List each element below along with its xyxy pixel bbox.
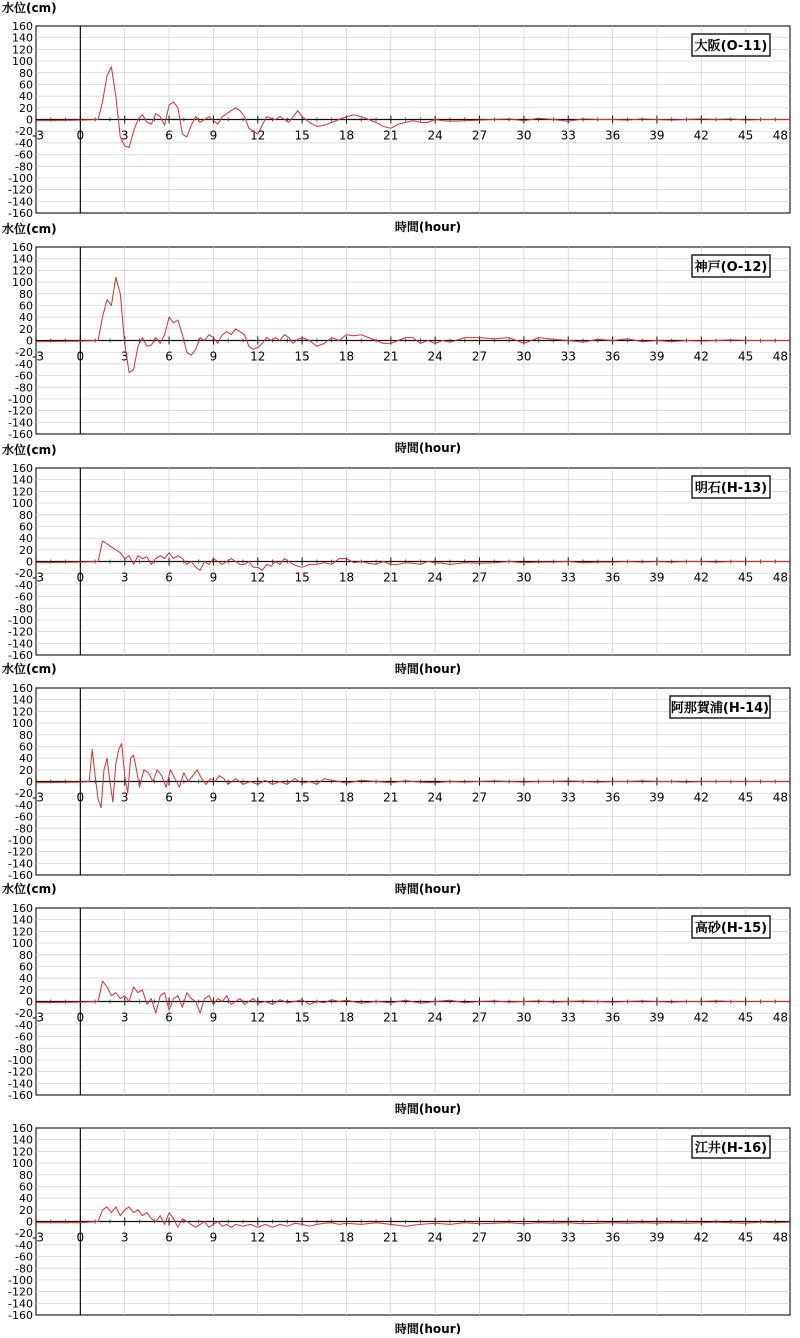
x-tick-label: 21 xyxy=(383,128,399,143)
x-tick-label: 18 xyxy=(338,349,355,364)
y-tick-label: -140 xyxy=(8,637,33,651)
y-tick-label: -20 xyxy=(15,1007,33,1021)
y-tick-label: 0 xyxy=(26,775,33,789)
x-tick-label: 15 xyxy=(294,1010,310,1025)
x-tick-label: 48 xyxy=(772,790,788,805)
station-label: 大阪(O-11) xyxy=(694,39,768,54)
y-tick-label: 60 xyxy=(19,299,33,313)
x-tick-label: 39 xyxy=(649,570,665,585)
x-tick-label: 45 xyxy=(738,128,754,143)
y-tick-label: 160 xyxy=(12,462,33,475)
y-tick-label: -140 xyxy=(8,1077,33,1091)
x-tick-label: 33 xyxy=(560,790,576,805)
y-tick-label: -160 xyxy=(8,1309,33,1322)
x-tick-label: 9 xyxy=(209,790,218,805)
y-tick-label: -100 xyxy=(8,1053,33,1067)
y-tick-label: -100 xyxy=(8,613,33,627)
x-tick-label: 24 xyxy=(427,128,443,143)
x-tick-label: 45 xyxy=(738,790,754,805)
y-tick-label: 80 xyxy=(19,287,33,301)
y-tick-label: -140 xyxy=(8,416,33,430)
x-tick-label: 9 xyxy=(209,349,218,364)
x-tick-label: 21 xyxy=(383,790,399,805)
y-tick-label: 60 xyxy=(19,740,33,754)
x-tick-label: 33 xyxy=(560,1010,576,1025)
x-tick-label: 24 xyxy=(427,790,443,805)
y-tick-label: 140 xyxy=(12,1133,33,1147)
y-tick-label: -140 xyxy=(8,195,33,209)
y-tick-label: 20 xyxy=(19,101,33,115)
y-tick-label: 120 xyxy=(12,925,33,939)
chart-panel xyxy=(2,221,790,455)
x-tick-label: 48 xyxy=(772,1230,788,1245)
x-tick-label: 12 xyxy=(250,1010,266,1025)
x-tick-label: 0 xyxy=(76,349,85,364)
x-tick-label: 42 xyxy=(693,128,709,143)
y-tick-label: -80 xyxy=(15,1042,33,1056)
x-tick-label: 36 xyxy=(604,1230,621,1245)
x-tick-label: 6 xyxy=(165,790,173,805)
x-tick-label: 15 xyxy=(294,1230,310,1245)
x-tick-label: 30 xyxy=(516,1230,532,1245)
y-tick-label: 80 xyxy=(19,728,33,742)
x-tick-label: 33 xyxy=(560,570,576,585)
y-tick-label: 80 xyxy=(19,948,33,962)
y-tick-label: -80 xyxy=(15,381,33,395)
y-tick-label: 160 xyxy=(12,20,33,33)
x-tick-label: 3 xyxy=(120,128,129,143)
y-tick-label: 100 xyxy=(12,55,33,69)
x-tick-label: 36 xyxy=(604,128,621,143)
station-label: 高砂(H-15) xyxy=(694,921,768,936)
y-tick-label: 100 xyxy=(12,276,33,290)
x-axis-label: 時間(hour) xyxy=(394,441,462,455)
y-tick-label: 120 xyxy=(12,1145,33,1159)
y-tick-label: 40 xyxy=(19,532,33,546)
x-tick-label: 45 xyxy=(738,1010,754,1025)
y-tick-label: -20 xyxy=(15,567,33,581)
x-tick-label: 48 xyxy=(772,1010,788,1025)
y-tick-label: 140 xyxy=(12,473,33,487)
x-tick-label: 45 xyxy=(738,349,754,364)
y-tick-label: 0 xyxy=(26,113,33,127)
x-axis-label: 時間(hour) xyxy=(394,882,462,896)
station-label: 江井(H-16) xyxy=(694,1141,768,1156)
y-tick-label: -80 xyxy=(15,602,33,616)
y-tick-label: 120 xyxy=(12,485,33,499)
y-tick-label: 80 xyxy=(19,1168,33,1182)
x-tick-label: 36 xyxy=(604,570,621,585)
x-tick-label: 45 xyxy=(738,570,754,585)
x-axis-label: 時間(hour) xyxy=(394,1102,462,1116)
x-tick-label: 15 xyxy=(294,790,310,805)
y-axis-label: 水位(cm) xyxy=(2,443,57,457)
x-tick-label: 24 xyxy=(427,570,443,585)
x-tick-label: 24 xyxy=(427,1010,443,1025)
x-tick-label: 27 xyxy=(471,128,488,143)
y-tick-label: -80 xyxy=(15,822,33,836)
x-tick-label: 27 xyxy=(471,570,488,585)
x-tick-label: 48 xyxy=(772,570,788,585)
y-tick-label: -60 xyxy=(15,1030,33,1044)
x-tick-label: 42 xyxy=(693,349,709,364)
y-tick-label: 120 xyxy=(12,264,33,278)
x-tick-label: 18 xyxy=(338,1010,355,1025)
y-tick-label: -60 xyxy=(15,810,33,824)
x-tick-label: 36 xyxy=(604,790,621,805)
x-tick-label: 24 xyxy=(427,1230,443,1245)
y-tick-label: 100 xyxy=(12,1157,33,1171)
x-tick-label: 12 xyxy=(250,570,266,585)
x-tick-label: 18 xyxy=(338,128,355,143)
x-tick-label: 3 xyxy=(120,570,129,585)
x-tick-label: 15 xyxy=(294,349,310,364)
x-tick-label: 9 xyxy=(209,128,218,143)
y-tick-label: 20 xyxy=(19,1203,33,1217)
y-tick-label: 60 xyxy=(19,78,33,92)
x-tick-label: -3 xyxy=(32,1010,44,1025)
y-tick-label: -160 xyxy=(8,207,33,220)
x-tick-label: 9 xyxy=(209,570,218,585)
x-tick-label: 21 xyxy=(383,570,399,585)
y-tick-label: -20 xyxy=(15,346,33,360)
y-tick-label: -60 xyxy=(15,1250,33,1264)
y-tick-label: 100 xyxy=(12,717,33,731)
y-tick-label: 0 xyxy=(26,995,33,1009)
chart-panel xyxy=(2,881,790,1116)
y-tick-label: 140 xyxy=(12,31,33,45)
x-tick-label: 30 xyxy=(516,790,532,805)
chart-panel xyxy=(2,661,790,896)
x-tick-label: 33 xyxy=(560,128,576,143)
x-tick-label: 3 xyxy=(120,1010,129,1025)
x-tick-label: 12 xyxy=(250,1230,266,1245)
x-axis-label: 時間(hour) xyxy=(394,220,462,234)
y-tick-label: -120 xyxy=(8,1285,33,1299)
y-tick-label: 100 xyxy=(12,937,33,951)
x-tick-label: 39 xyxy=(649,1230,665,1245)
y-axis-label: 水位(cm) xyxy=(2,662,57,676)
x-tick-label: 6 xyxy=(165,1230,173,1245)
x-tick-label: 30 xyxy=(516,349,532,364)
x-tick-label: 18 xyxy=(338,1230,355,1245)
y-tick-label: -100 xyxy=(8,1273,33,1287)
y-tick-label: -20 xyxy=(15,787,33,801)
chart-panel xyxy=(2,442,790,676)
x-tick-label: 6 xyxy=(165,349,173,364)
y-tick-label: -40 xyxy=(15,578,33,592)
chart-panel xyxy=(8,1122,790,1334)
x-tick-label: 15 xyxy=(294,570,310,585)
y-tick-label: -120 xyxy=(8,845,33,859)
station-label: 阿那賀浦(H-14) xyxy=(670,701,770,716)
y-tick-label: 140 xyxy=(12,913,33,927)
x-tick-label: 42 xyxy=(693,1230,709,1245)
y-axis-label: 水位(cm) xyxy=(2,1,57,15)
x-tick-label: 36 xyxy=(604,349,621,364)
x-tick-label: 48 xyxy=(772,128,788,143)
y-tick-label: 60 xyxy=(19,960,33,974)
y-tick-label: -40 xyxy=(15,136,33,150)
y-tick-label: 160 xyxy=(12,902,33,915)
x-tick-label: 24 xyxy=(427,349,443,364)
x-tick-label: 21 xyxy=(383,1230,399,1245)
y-tick-label: -20 xyxy=(15,1227,33,1241)
x-tick-label: 6 xyxy=(165,570,173,585)
y-tick-label: 20 xyxy=(19,983,33,997)
chart-panel xyxy=(2,0,790,234)
x-tick-label: 18 xyxy=(338,570,355,585)
x-tick-label: 27 xyxy=(471,790,488,805)
y-tick-label: -120 xyxy=(8,183,33,197)
y-tick-label: 80 xyxy=(19,66,33,80)
x-tick-label: 0 xyxy=(76,1230,85,1245)
y-tick-label: 140 xyxy=(12,252,33,266)
y-tick-label: 40 xyxy=(19,311,33,325)
y-tick-label: -80 xyxy=(15,1262,33,1276)
y-tick-label: 100 xyxy=(12,497,33,511)
x-tick-label: 3 xyxy=(120,790,129,805)
y-tick-label: -100 xyxy=(8,833,33,847)
x-tick-label: 6 xyxy=(165,1010,173,1025)
x-tick-label: 30 xyxy=(516,128,532,143)
x-tick-label: 39 xyxy=(649,1010,665,1025)
x-tick-label: 39 xyxy=(649,349,665,364)
x-tick-label: 0 xyxy=(76,1010,85,1025)
y-tick-label: -40 xyxy=(15,798,33,812)
x-tick-label: 33 xyxy=(560,349,576,364)
y-tick-label: 160 xyxy=(12,1122,33,1135)
x-tick-label: 48 xyxy=(772,349,788,364)
x-tick-label: -3 xyxy=(32,128,44,143)
y-tick-label: 20 xyxy=(19,543,33,557)
y-tick-label: 20 xyxy=(19,763,33,777)
x-tick-label: 42 xyxy=(693,790,709,805)
y-tick-label: 0 xyxy=(26,555,33,569)
x-tick-label: 0 xyxy=(76,128,85,143)
x-tick-label: -3 xyxy=(32,790,44,805)
y-tick-label: 40 xyxy=(19,90,33,104)
x-tick-label: 39 xyxy=(649,790,665,805)
y-tick-label: 60 xyxy=(19,1180,33,1194)
x-tick-label: 9 xyxy=(209,1010,218,1025)
y-tick-label: -60 xyxy=(15,148,33,162)
y-tick-label: -140 xyxy=(8,857,33,871)
y-axis-label: 水位(cm) xyxy=(2,222,57,236)
y-tick-label: 60 xyxy=(19,520,33,534)
x-tick-label: 15 xyxy=(294,128,310,143)
y-tick-label: -160 xyxy=(8,1089,33,1102)
x-tick-label: 3 xyxy=(120,349,129,364)
station-label: 神戸(O-12) xyxy=(694,260,768,275)
x-tick-label: 0 xyxy=(76,570,85,585)
y-tick-label: 80 xyxy=(19,508,33,522)
y-tick-label: 160 xyxy=(12,241,33,254)
x-tick-label: 45 xyxy=(738,1230,754,1245)
y-tick-label: -160 xyxy=(8,649,33,662)
y-tick-label: -120 xyxy=(8,1065,33,1079)
x-tick-label: 27 xyxy=(471,1010,488,1025)
y-tick-label: -120 xyxy=(8,404,33,418)
y-tick-label: -40 xyxy=(15,1238,33,1252)
x-tick-label: 39 xyxy=(649,128,665,143)
x-tick-label: 12 xyxy=(250,790,266,805)
x-tick-label: 30 xyxy=(516,570,532,585)
y-tick-label: -160 xyxy=(8,428,33,441)
y-tick-label: -100 xyxy=(8,392,33,406)
y-axis-label: 水位(cm) xyxy=(2,882,57,896)
y-tick-label: -160 xyxy=(8,869,33,882)
y-tick-label: 40 xyxy=(19,752,33,766)
x-axis-label: 時間(hour) xyxy=(394,662,462,676)
x-tick-label: -3 xyxy=(32,570,44,585)
y-tick-label: -40 xyxy=(15,1018,33,1032)
x-tick-label: 30 xyxy=(516,1010,532,1025)
y-tick-label: 160 xyxy=(12,682,33,695)
x-tick-label: 6 xyxy=(165,128,173,143)
x-tick-label: 42 xyxy=(693,1010,709,1025)
y-tick-label: -60 xyxy=(15,369,33,383)
x-tick-label: 33 xyxy=(560,1230,576,1245)
x-tick-label: 21 xyxy=(383,1010,399,1025)
y-tick-label: 40 xyxy=(19,972,33,986)
x-tick-label: 12 xyxy=(250,128,266,143)
y-tick-label: 120 xyxy=(12,705,33,719)
x-axis-label: 時間(hour) xyxy=(394,1322,462,1334)
x-tick-label: 42 xyxy=(693,570,709,585)
y-tick-label: -40 xyxy=(15,357,33,371)
x-tick-label: 36 xyxy=(604,1010,621,1025)
x-tick-label: 27 xyxy=(471,349,488,364)
y-tick-label: -60 xyxy=(15,590,33,604)
x-tick-label: 12 xyxy=(250,349,266,364)
x-tick-label: -3 xyxy=(32,349,44,364)
y-tick-label: -140 xyxy=(8,1297,33,1311)
y-tick-label: 40 xyxy=(19,1192,33,1206)
x-tick-label: 18 xyxy=(338,790,355,805)
x-tick-label: 9 xyxy=(209,1230,218,1245)
x-tick-label: 27 xyxy=(471,1230,488,1245)
y-tick-label: -80 xyxy=(15,160,33,174)
x-tick-label: -3 xyxy=(32,1230,44,1245)
x-tick-label: 0 xyxy=(76,790,85,805)
y-tick-label: 0 xyxy=(26,334,33,348)
y-tick-label: 120 xyxy=(12,43,33,57)
x-tick-label: 3 xyxy=(120,1230,129,1245)
y-tick-label: 140 xyxy=(12,693,33,707)
station-label: 明石(H-13) xyxy=(694,481,768,496)
x-tick-label: 21 xyxy=(383,349,399,364)
y-tick-label: -20 xyxy=(15,125,33,139)
y-tick-label: 0 xyxy=(26,1215,33,1229)
y-tick-label: 20 xyxy=(19,322,33,336)
y-tick-label: -100 xyxy=(8,171,33,185)
y-tick-label: -120 xyxy=(8,625,33,639)
